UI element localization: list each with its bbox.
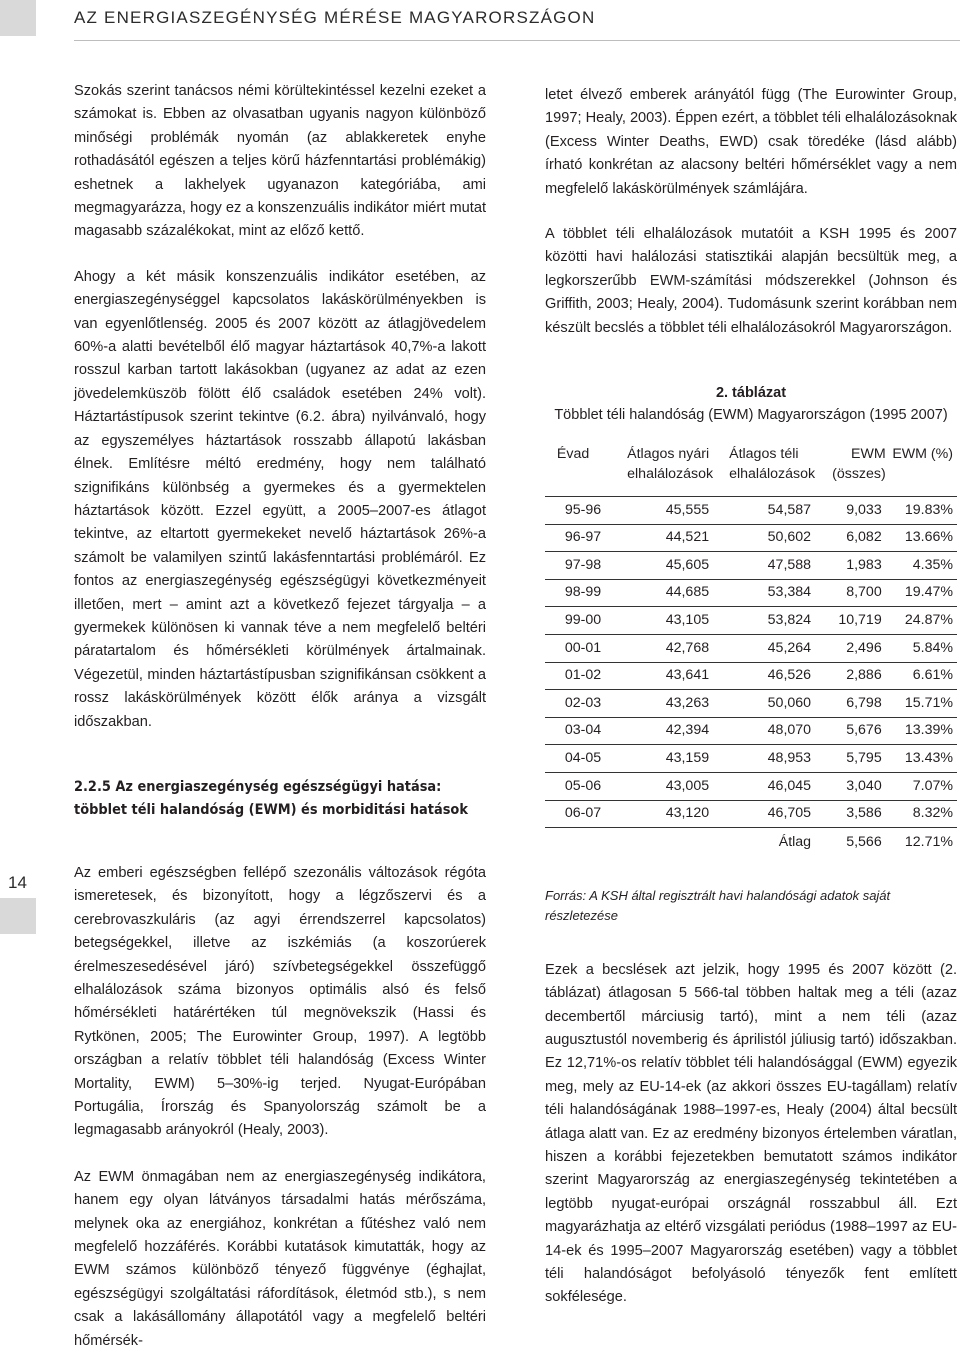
cell-year: 02-03 xyxy=(545,690,611,718)
cell-ewm-pct: 4.35% xyxy=(886,552,957,580)
paragraph: letet élvező emberek arányától függ (The Eurowinter Group, 1997; Healy, 2003). Éppen ezért, a többlet téli elhalálozásoknak (Excess Winter Deaths, EWD) csak töredéke (lásd alább) írható konkrétan az alacsony beltéri hőmérséklet vagy a nem megfelelő lakáskörülmények számlájára. xyxy=(545,87,957,197)
table-row xyxy=(545,773,957,801)
cell-ewm-pct: 15.71% xyxy=(886,690,957,718)
column-header-ewm-total: EWM (összes) xyxy=(815,444,886,497)
paragraph: Szokás szerint tanácsos némi körültekintéssel kezelni ezeket a számokat is. Ebben az olvasatban ugyanis nagyon különböző minőségi problémák nyomán (az ablakkeretek enyhe rothadásától egészen a teljes körű házfenntartási problémákig) eshetnek a lakhelyek ugyanazon kategóriába, ami megmagyarázza, hogy ez a konszenzuális indikátor miért mutat magasabb százalékokat, mint az előző kettő. xyxy=(74,83,486,240)
column-header-summer: Átlagos nyári elhalálozások xyxy=(611,444,713,497)
cell-summer: 45,555 xyxy=(611,497,713,525)
table-caption xyxy=(545,382,957,426)
cell-year: 03-04 xyxy=(545,717,611,745)
cell-year: 97-98 xyxy=(545,552,611,580)
cell-ewm-pct: 7.07% xyxy=(886,773,957,801)
cell-year: 05-06 xyxy=(545,773,611,801)
cell-ewm: 1,983 xyxy=(815,552,886,580)
cell-year: 06-07 xyxy=(545,800,611,828)
cell-summer: 43,105 xyxy=(611,607,713,635)
cell-ewm-pct: 6.61% xyxy=(886,662,957,690)
table-total-row xyxy=(545,828,957,858)
table-row xyxy=(545,745,957,773)
cell-ewm: 5,676 xyxy=(815,717,886,745)
cell-empty xyxy=(545,828,611,858)
table-header-row xyxy=(545,444,957,497)
page-number-block xyxy=(0,898,36,934)
table-row xyxy=(545,497,957,525)
cell-year: 01-02 xyxy=(545,662,611,690)
column-header-ewm-pct: EWM (%) xyxy=(886,444,957,497)
cell-winter: 53,384 xyxy=(713,579,815,607)
total-ewm: 5,566 xyxy=(846,834,882,851)
ewm-table xyxy=(545,444,957,858)
table-source-note: Forrás: A KSH által regisztrált havi halandósági adatok saját részletezése xyxy=(545,887,891,923)
paragraph: Ahogy a két másik konszenzuális indikátor esetében, az energiaszegénységgel kapcsolatos lakáskörülményekben is van egyenlőtlenség. 2005 és 2007 között az átlagjövedelem 60%-a alatti bevételből élő magyar háztartások 40,7%-a lakott rosszul karban tartott lakásokban (ugyanez az adat az ezen jövedelemküszöb fölött élő családok esetében 24% volt). Háztartástípusok szerint tekintve (6.2. ábra) nyilvánvaló, hogy az egyszemélyes háztartások rosszabb állapotú lakásban élnek. Említésre méltó eredmény, hogy nem található szignifikáns különbség a gyermekes és a gyermektelen háztartások között. Ezzel együtt, a 2005–2007-es átlagot tekintve, az eltartott gyermekeket nevelő háztartások 26%-a számolt be valamilyen szintű lakásfenntartási problémáról. Ez fontos az energiaszegénység egészségügyi következményeit illetően, mert – amint azt a következő fejezet tárgyalja – a gyermekek különösen ki vannak téve a nem megfelelő beltéri páratartalom és hőmérsékleti körülmények ártalmainak. Végezetül, minden háztartástípusban szignifikánsan csökkent a rossz lakáskörülmények között élők aránya a vizsgált időszakban. xyxy=(74,268,486,730)
cell-ewm: 8,700 xyxy=(815,579,886,607)
cell-ewm-pct: 8.32% xyxy=(886,800,957,828)
table-row xyxy=(545,524,957,552)
paragraph: Ezek a becslések azt jelzik, hogy 1995 és 2007 között (2. táblázat) átlagosan 5 566-tal többen haltak meg a téli (azaz decembertől márciusig tartó), mint a nem téli (azaz augusztustól novemberig és áprilistól júliusig tartó) időszakban. Ez 12,71%-os relatív többlet téli halandósággal (EWM) egyezik meg, mely az EU-14-ek (az akkori összes EU-tagállam) relatív téli halandóságának 1988–1997-es, Healy (2004) által becsült átlaga alatt van. Ez az eredmény bizonyos értelemben váratlan, hiszen a korábbi fejezetekben bemutatott számos indikátor szerint Magyarország az energiaszegénység tekintetében a legtöbb nyugat-európai országnál rosszabbul áll. Ezt magyarázhatja az eltérő vizsgálati periódus (1988–1997 az EU-14-ek és 1995–2007 Magyarország esetében) vagy a többlet téli halandóságot befolyásoló tényezők fent említett sokfélesége. xyxy=(545,961,957,1306)
table-number: 2. táblázat xyxy=(715,385,787,402)
right-column xyxy=(545,84,957,1310)
cell-winter: 47,588 xyxy=(713,552,815,580)
cell-ewm: 3,586 xyxy=(815,800,886,828)
cell-year: 98-99 xyxy=(545,579,611,607)
cell-ewm: 2,496 xyxy=(815,635,886,663)
cell-summer: 43,159 xyxy=(611,745,713,773)
total-ewm-pct: 12.71% xyxy=(904,834,953,851)
cell-summer: 43,120 xyxy=(611,800,713,828)
cell-winter: 46,705 xyxy=(713,800,815,828)
table-row xyxy=(545,717,957,745)
table-row xyxy=(545,635,957,663)
paragraph: A többlet téli elhalálozások mutatóit a KSH 1995 és 2007 közötti havi halálozási statisztikái alapján becsültük meg, a legkorszerűbb EWM-számítási módszerekkel (Johnson és Griffith, 2003; Healy, 2004). Tudomásunk szerint korábban nem készült becslés a többlet téli elhalálozásokról Magyarországon. xyxy=(545,226,957,336)
cell-winter: 46,526 xyxy=(713,662,815,690)
cell-ewm: 6,082 xyxy=(815,524,886,552)
cell-ewm: 3,040 xyxy=(815,773,886,801)
cell-ewm-pct: 13.39% xyxy=(886,717,957,745)
cell-year: 04-05 xyxy=(545,745,611,773)
header-rule xyxy=(74,40,960,41)
table-title: Többlet téli halandóság (EWM) Magyarországon (1995 2007) xyxy=(554,407,948,424)
paragraph: Az emberi egészségben fellépő szezonális változások régóta ismeretesek, és bizonyított, hogy a légzőszervi és a cerebrovaszkuláris (az agyi érrendszerrel kapcsolatos) betegségekkel, illetve az iszkémiás (a koszorúerek érelmeszesedésével járó) szívbetegségekkel összefüggő elhalálozások száma bizonyos optimális alsó és felső hőmérsékleti határértéken túl megnövekszik (Hassi és Rytkönen, 2005; The Eurowinter Group, 1997). A legtöbb országban a relatív többlet téli halandóság (Excess Winter Mortality, EWM) 5–30%-ig terjed. Nyugat-Európában Portugália, Írország és Spanyolország számolt be a legmagasabb arányokról (Healy, 2003). xyxy=(74,864,486,1139)
page-number: 14 xyxy=(8,873,27,892)
cell-empty xyxy=(611,828,713,858)
cell-summer: 44,685 xyxy=(611,579,713,607)
table-row xyxy=(545,579,957,607)
left-column xyxy=(74,80,486,1353)
cell-winter: 45,264 xyxy=(713,635,815,663)
cell-summer: 45,605 xyxy=(611,552,713,580)
cell-summer: 44,521 xyxy=(611,524,713,552)
cell-year: 00-01 xyxy=(545,635,611,663)
cell-year: 99-00 xyxy=(545,607,611,635)
cell-ewm-pct: 13.66% xyxy=(886,524,957,552)
cell-winter: 48,070 xyxy=(713,717,815,745)
column-header-winter: Átlagos téli elhalálozások xyxy=(713,444,815,497)
cell-summer: 42,394 xyxy=(611,717,713,745)
section-heading: 2.2.5 Az energiaszegénység egészségügyi hatása: többlet téli halandóság (EWM) és morbiditási hatások xyxy=(74,778,468,818)
cell-winter: 53,824 xyxy=(713,607,815,635)
table-row xyxy=(545,607,957,635)
running-header-title: AZ ENERGIASZEGÉNYSÉG MÉRÉSE MAGYARORSZÁGON xyxy=(74,8,596,27)
cell-winter: 48,953 xyxy=(713,745,815,773)
cell-ewm: 6,798 xyxy=(815,690,886,718)
cell-ewm: 5,795 xyxy=(815,745,886,773)
cell-ewm: 2,886 xyxy=(815,662,886,690)
table-row xyxy=(545,690,957,718)
paragraph: Az EWM önmagában nem az energiaszegénység indikátora, hanem egy olyan látványos társadalmi hatás mérőszáma, melynek oka az energiához, konkrétan a fűtéshez való nem megfelelő hozzáférés. Korábbi kutatások kimutatták, hogy az EWM számos különböző tényező függvénye (éghajlat, egészségügyi szolgáltatási ráfordítások, életmód stb.), s nem csak a lakásállomány állapotától vagy a megfelelő beltéri hőmérsék- xyxy=(74,1168,486,1349)
cell-ewm-pct: 19.83% xyxy=(886,497,957,525)
total-label: Átlag xyxy=(778,834,812,851)
cell-year: 95-96 xyxy=(545,497,611,525)
cell-ewm-pct: 13.43% xyxy=(886,745,957,773)
table-row xyxy=(545,662,957,690)
cell-summer: 43,641 xyxy=(611,662,713,690)
cell-year: 96-97 xyxy=(545,524,611,552)
cell-ewm: 10,719 xyxy=(815,607,886,635)
header-corner-block xyxy=(0,0,36,36)
table-row xyxy=(545,552,957,580)
cell-ewm-pct: 19.47% xyxy=(886,579,957,607)
cell-ewm: 9,033 xyxy=(815,497,886,525)
cell-ewm-pct: 24.87% xyxy=(886,607,957,635)
cell-winter: 46,045 xyxy=(713,773,815,801)
cell-summer: 43,005 xyxy=(611,773,713,801)
column-header-year: Évad xyxy=(545,444,611,497)
cell-winter: 50,602 xyxy=(713,524,815,552)
cell-winter: 54,587 xyxy=(713,497,815,525)
cell-summer: 43,263 xyxy=(611,690,713,718)
cell-summer: 42,768 xyxy=(611,635,713,663)
table-row xyxy=(545,800,957,828)
cell-ewm-pct: 5.84% xyxy=(886,635,957,663)
cell-winter: 50,060 xyxy=(713,690,815,718)
